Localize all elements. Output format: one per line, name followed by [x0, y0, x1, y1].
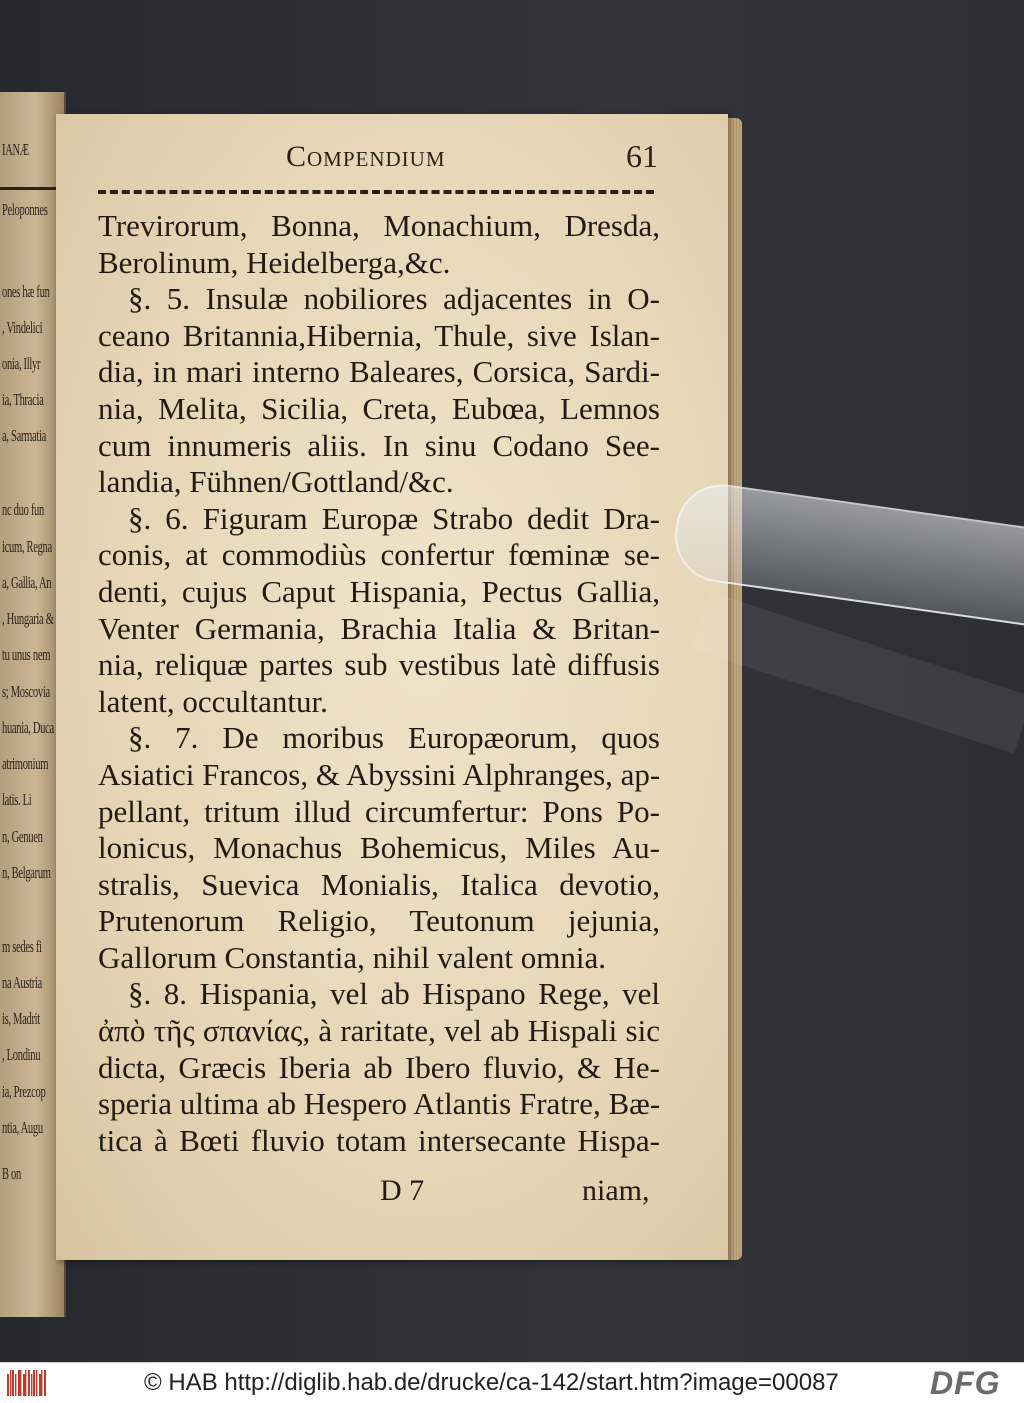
left-page-fragment: s; Moscovia: [2, 682, 50, 701]
barcode-bar: [10, 1370, 11, 1396]
left-page-fragment: ia, Prezcop: [2, 1082, 46, 1101]
text-line: Gallorum Constantia, nihil valent omnia.: [98, 939, 606, 975]
dfg-logo: DFG: [930, 1365, 1001, 1401]
footer-bar: [0, 1362, 1024, 1403]
left-page-fragment: , Vindelici: [2, 318, 43, 337]
left-page-fragment: m sedes fi: [2, 937, 42, 956]
text-line: Venter Germania, Brachia Italia & Britan-: [98, 610, 660, 646]
left-page-fragment: , Londinu: [2, 1045, 41, 1064]
text-line: latent, occultantur.: [98, 683, 328, 719]
left-page-fragment: Peloponnes: [2, 200, 48, 219]
barcode-bar: [44, 1370, 46, 1396]
text-line: landia, Fühnen/Gottland/&c.: [98, 464, 454, 500]
barcode-bar: [12, 1370, 14, 1396]
text-line: speria ultima ab Hespero Atlantis Fratre, Bæ-: [98, 1086, 661, 1122]
barcode-bar: [7, 1374, 9, 1396]
running-head: Compendium: [286, 140, 446, 173]
text-line: Berolinum, Heidelberga,&c.: [98, 244, 451, 280]
barcode-bar: [20, 1370, 21, 1396]
text-line: stralis, Suevica Monialis, Italica devotio,: [98, 866, 660, 902]
left-page-fragment: nc duo fun: [2, 500, 44, 519]
signature-mark: D 7: [380, 1174, 425, 1207]
barcode-bar: [36, 1370, 37, 1396]
left-page-fragment: icum, Regna: [2, 537, 52, 556]
left-page-fragment: B on: [2, 1164, 21, 1183]
text-line: §. 7. De moribus Europæorum, quos: [128, 720, 660, 756]
text-line: nia, Melita, Sicilia, Creta, Eubœa, Lemnos: [98, 390, 660, 426]
text-line: cum innumeris aliis. In sinu Codano See-: [98, 427, 660, 463]
text-line: ἀπὸ τῆς σπανίας, à raritate, vel ab Hispali sic: [98, 1013, 660, 1049]
page-number: 61: [626, 138, 658, 174]
barcode-bar: [31, 1374, 32, 1396]
barcode-bar: [18, 1370, 20, 1396]
barcode-icon: [6, 1368, 46, 1398]
left-page-fragment: , Hungaria &: [2, 609, 54, 628]
text-line: tica à Bœti fluvio totam intersecante Hispa-: [98, 1122, 660, 1158]
left-page-fragment: n, Genuen: [2, 827, 43, 846]
left-page-fragment: is, Madrit: [2, 1009, 40, 1028]
barcode-bar: [41, 1370, 42, 1396]
source-link[interactable]: © HAB http://diglib.hab.de/drucke/ca-142/start.htm?image=00087: [144, 1369, 839, 1396]
left-page-fragment: onia, Illyr: [2, 354, 41, 373]
text-line: Prutenorum Religio, Teutonum jejunia,: [98, 903, 660, 939]
catchword: niam,: [582, 1174, 650, 1207]
left-page-fragment: na Austria: [2, 973, 42, 992]
text-line: §. 5. Insulæ nobiliores adjacentes in O-: [128, 281, 660, 317]
text-line: dia, in mari interno Baleares, Corsica, Sardi-: [98, 354, 660, 390]
text-line: pellant, tritum illud circumfertur: Pons Po-: [98, 793, 660, 829]
text-line: ceano Britannia,Hibernia, Thule, sive Islan-: [98, 317, 660, 353]
text-line: §. 8. Hispania, vel ab Hispano Rege, vel: [128, 976, 660, 1012]
left-page-fragment: huania, Duca: [2, 718, 54, 737]
header-rule: [98, 190, 654, 194]
barcode-bar: [15, 1374, 16, 1396]
barcode-bar: [28, 1370, 30, 1396]
text-line: dicta, Græcis Iberia ab Ibero fluvio, & He-: [98, 1049, 660, 1085]
body-text: [98, 208, 660, 1159]
left-page-fragment: IANÆ: [2, 140, 29, 159]
text-line: Asiatici Francos, & Abyssini Alphranges, ap-: [98, 756, 661, 792]
left-page-fragment: a, Sarmatia: [2, 426, 47, 445]
barcode-bar: [39, 1374, 41, 1396]
left-page-fragment: ones hæ fun: [2, 282, 50, 301]
text-line: Trevirorum, Bonna, Monachium, Dresda,: [98, 208, 660, 243]
barcode-bar: [23, 1374, 25, 1396]
left-page-fragment: ia, Thracia: [2, 390, 44, 409]
text-line: nia, reliquæ partes sub vestibus latè diffusis: [98, 647, 660, 683]
left-page-fragment: tu unus nem: [2, 645, 51, 664]
text-line: lonicus, Monachus Bohemicus, Miles Au-: [98, 830, 660, 866]
left-page-fragment: latis. Li: [2, 790, 32, 809]
left-page-fragment: a, Gallia, An: [2, 573, 52, 592]
left-page-fragment: n, Belgarum: [2, 863, 51, 882]
barcode-bar: [33, 1370, 35, 1396]
text-line: §. 6. Figuram Europæ Strabo dedit Dra-: [128, 500, 660, 536]
left-page-rule: [0, 187, 62, 190]
barcode-bar: [25, 1370, 26, 1396]
text-line: conis, at commodiùs confertur fœminæ se-: [98, 537, 660, 573]
left-page-fragment: atrimonium: [2, 754, 49, 773]
text-line: denti, cujus Caput Hispania, Pectus Gallia,: [98, 573, 660, 609]
left-page-fragment: ntia, Augu: [2, 1118, 43, 1137]
